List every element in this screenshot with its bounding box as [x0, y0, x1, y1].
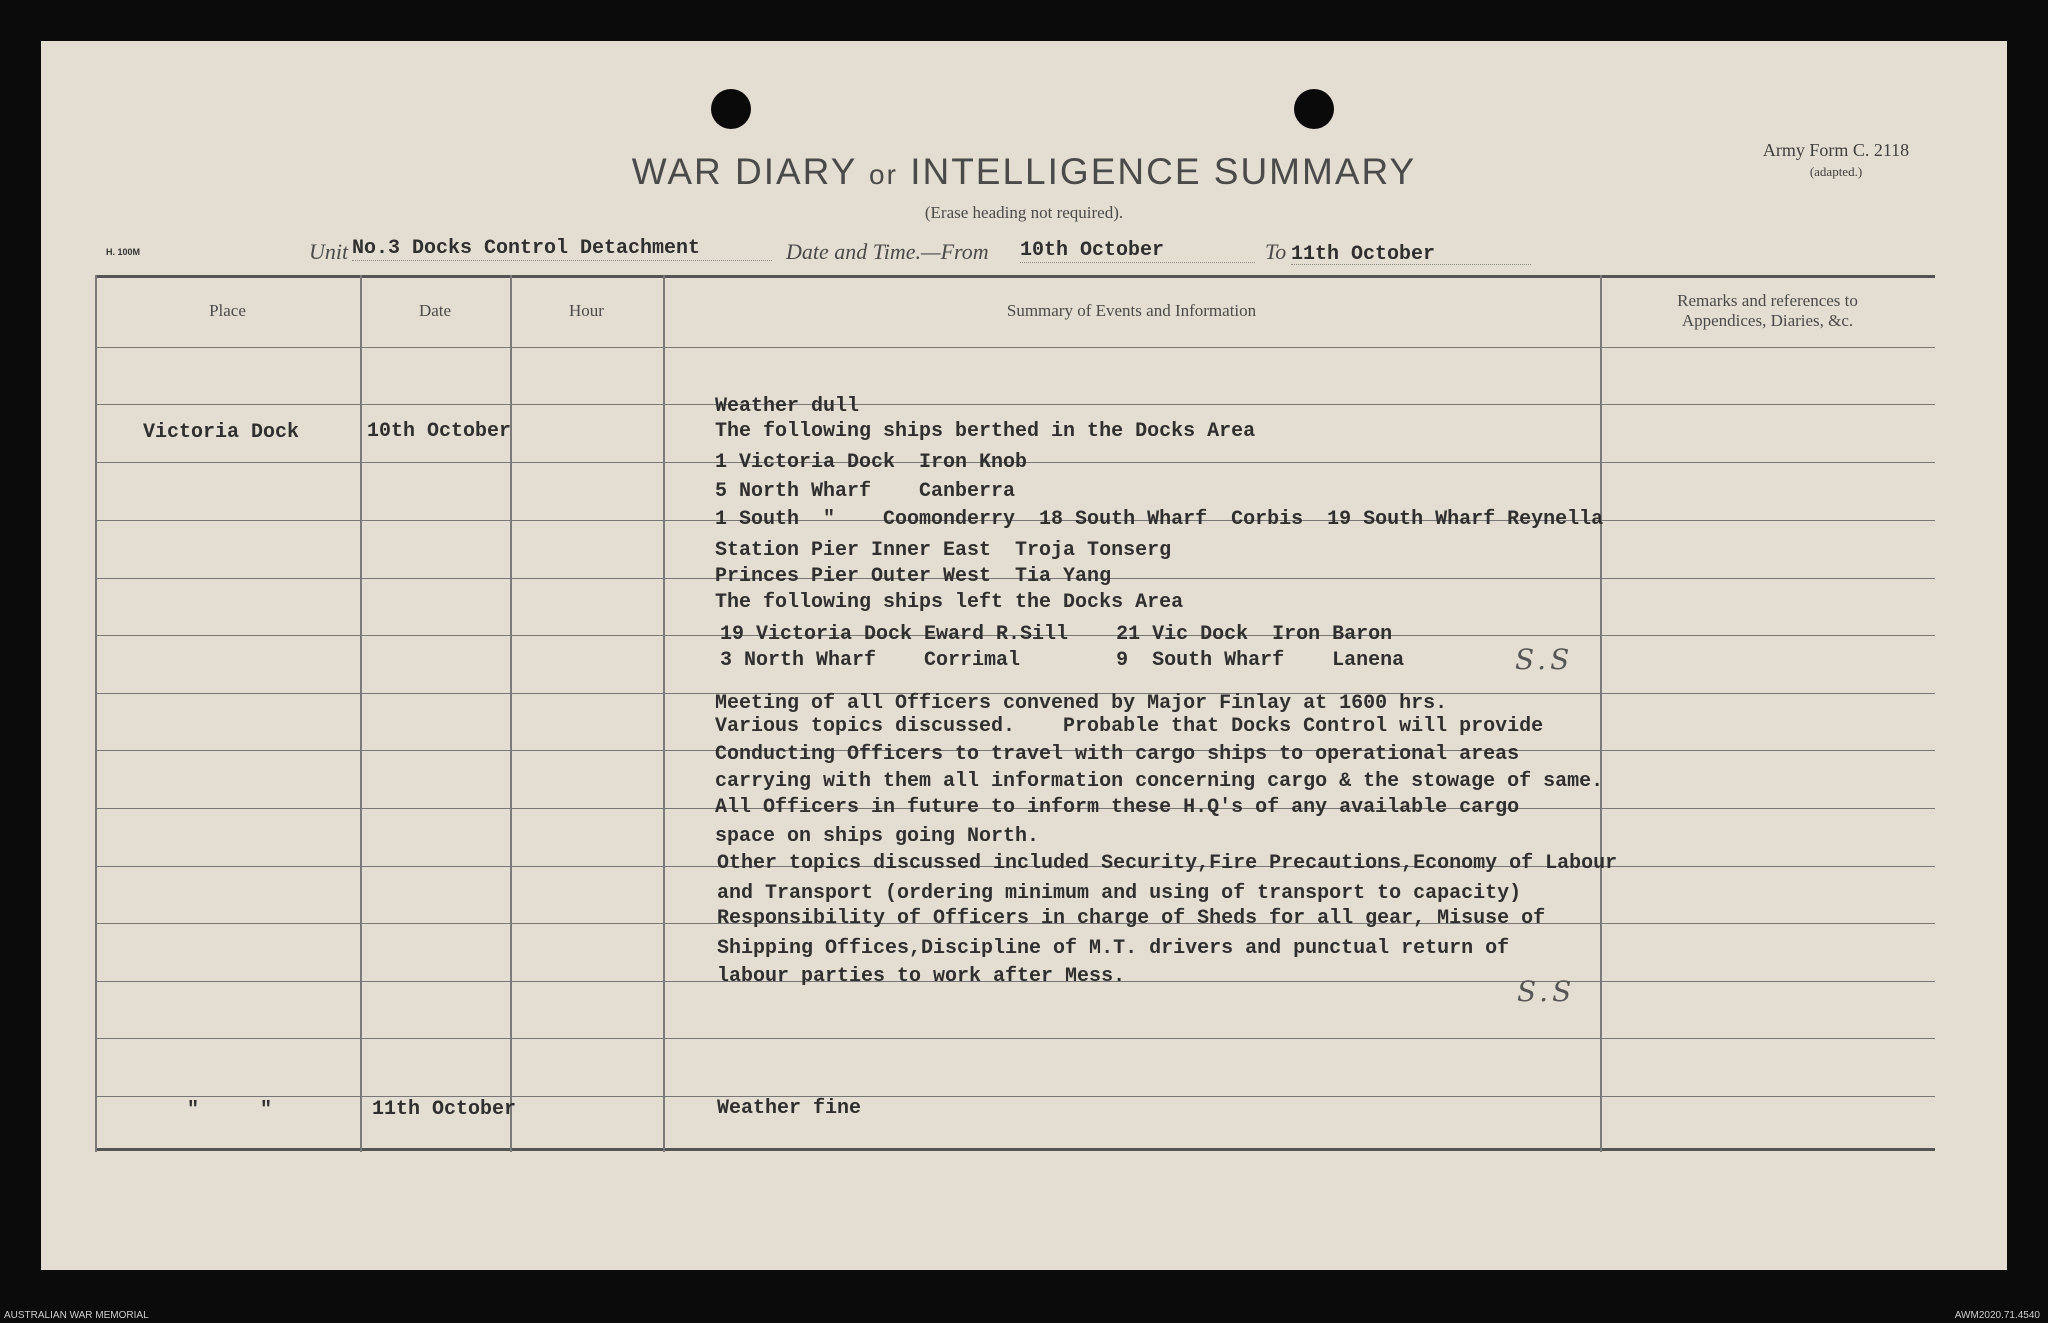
summary-line: The following ships left the Docks Area: [715, 591, 1184, 614]
date-to-underline: [1291, 264, 1531, 265]
date-to-value: 11th October: [1291, 243, 1436, 266]
summary-line: carrying with them all information concerning cargo & the stowage of same.: [715, 770, 1604, 793]
punch-hole: [1294, 89, 1334, 129]
summary-line: 19 Victoria Dock Eward R.Sill 21 Vic Dock Iron Baron: [720, 623, 1393, 646]
summary-line: Weather fine: [717, 1097, 862, 1120]
table-rule: [95, 404, 1935, 405]
summary-line: Other topics discussed included Security,Fire Precautions,Economy of Labour: [717, 852, 1618, 875]
remarks-header-line-1: Remarks and references to: [1677, 291, 1858, 310]
table-column-rule: [663, 275, 665, 1152]
diary-sheet: [41, 41, 2007, 1270]
signature-initials: S.S: [1515, 643, 1574, 676]
summary-line: Shipping Offices,Discipline of M.T. drivers and punctual return of: [717, 937, 1510, 960]
summary-line: 3 North Wharf Corrimal 9 South Wharf Lanena: [720, 649, 1405, 672]
entry-place-ditto: ": [187, 1099, 200, 1122]
entry-place-ditto: ": [260, 1099, 273, 1122]
date-time-label: Date and Time.—From: [786, 239, 989, 264]
footer-catalogue-number: AWM2020.71.4540: [1954, 1310, 2040, 1321]
column-header-remarks: [1600, 275, 1935, 347]
summary-line: The following ships berthed in the Docks Area: [715, 420, 1256, 443]
entry-date: 10th October: [367, 420, 512, 443]
summary-line: Responsibility of Officers in charge of Sheds for all gear, Misuse of: [717, 907, 1546, 930]
column-header-place: Place: [209, 301, 246, 320]
table-column-rule: [360, 275, 362, 1152]
table-rule: [95, 1096, 1935, 1097]
summary-line: 1 Victoria Dock Iron Knob: [715, 451, 1028, 474]
summary-line: All Officers in future to inform these H.Q's of any available cargo: [715, 796, 1520, 819]
signature-initials: S.S: [1517, 975, 1576, 1008]
entry-place: Victoria Dock: [143, 421, 300, 444]
column-header-date: Date: [418, 301, 452, 320]
army-form-adapted: (adapted.): [1809, 164, 1863, 179]
punch-hole: [711, 89, 751, 129]
title-intelligence-summary: INTELLIGENCE SUMMARY: [910, 151, 1417, 192]
summary-line: Princes Pier Outer West Tia Yang: [715, 565, 1112, 588]
date-from-value: 10th October: [1020, 239, 1165, 262]
column-header-summary: Summary of Events and Information: [1006, 301, 1257, 320]
summary-line: Conducting Officers to travel with cargo ships to operational areas: [715, 743, 1520, 766]
summary-line: Meeting of all Officers convened by Major Finlay at 1600 hrs.: [715, 692, 1448, 715]
title-war-diary: WAR DIARY: [631, 151, 857, 192]
summary-line: Weather dull: [715, 395, 860, 418]
table-rule: [95, 1038, 1935, 1039]
unit-value: No.3 Docks Control Detachment: [352, 237, 701, 260]
form-title: [41, 151, 2007, 193]
table-column-rule: [1600, 275, 1602, 1152]
entry-date: 11th October: [372, 1098, 517, 1121]
unit-label: Unit: [309, 239, 349, 264]
table-rule: [95, 347, 1935, 348]
summary-line: Various topics discussed. Probable that Docks Control will provide: [715, 715, 1544, 738]
remarks-header-line-2: Appendices, Diaries, &c.: [1681, 311, 1854, 330]
table-rule: [95, 1148, 1935, 1151]
army-form-number: [1736, 139, 1936, 183]
summary-line: 5 North Wharf Canberra: [715, 480, 1016, 503]
title-or: or: [869, 159, 898, 190]
summary-line: and Transport (ordering minimum and using of transport to capacity): [717, 882, 1522, 905]
table-column-rule: [95, 275, 97, 1152]
form-code: H. 100M: [106, 247, 141, 257]
date-to-label: To: [1265, 239, 1287, 264]
unit-underline: [352, 260, 772, 261]
footer-archive-label: AUSTRALIAN WAR MEMORIAL: [4, 1310, 149, 1321]
summary-line: 1 South " Coomonderry 18 South Wharf Corbis 19 South Wharf Reynella: [715, 508, 1604, 531]
diary-table: [95, 275, 1935, 1152]
army-form-label: Army Form C. 2118: [1762, 140, 1910, 160]
table-column-rule: [510, 275, 512, 1152]
form-subtitle: (Erase heading not required).: [924, 203, 1124, 222]
summary-line: labour parties to work after Mess.: [717, 965, 1126, 988]
summary-line: Station Pier Inner East Troja Tonserg: [715, 539, 1172, 562]
date-from-underline: [1020, 262, 1255, 263]
summary-line: space on ships going North.: [715, 825, 1040, 848]
column-header-hour: Hour: [569, 301, 604, 320]
